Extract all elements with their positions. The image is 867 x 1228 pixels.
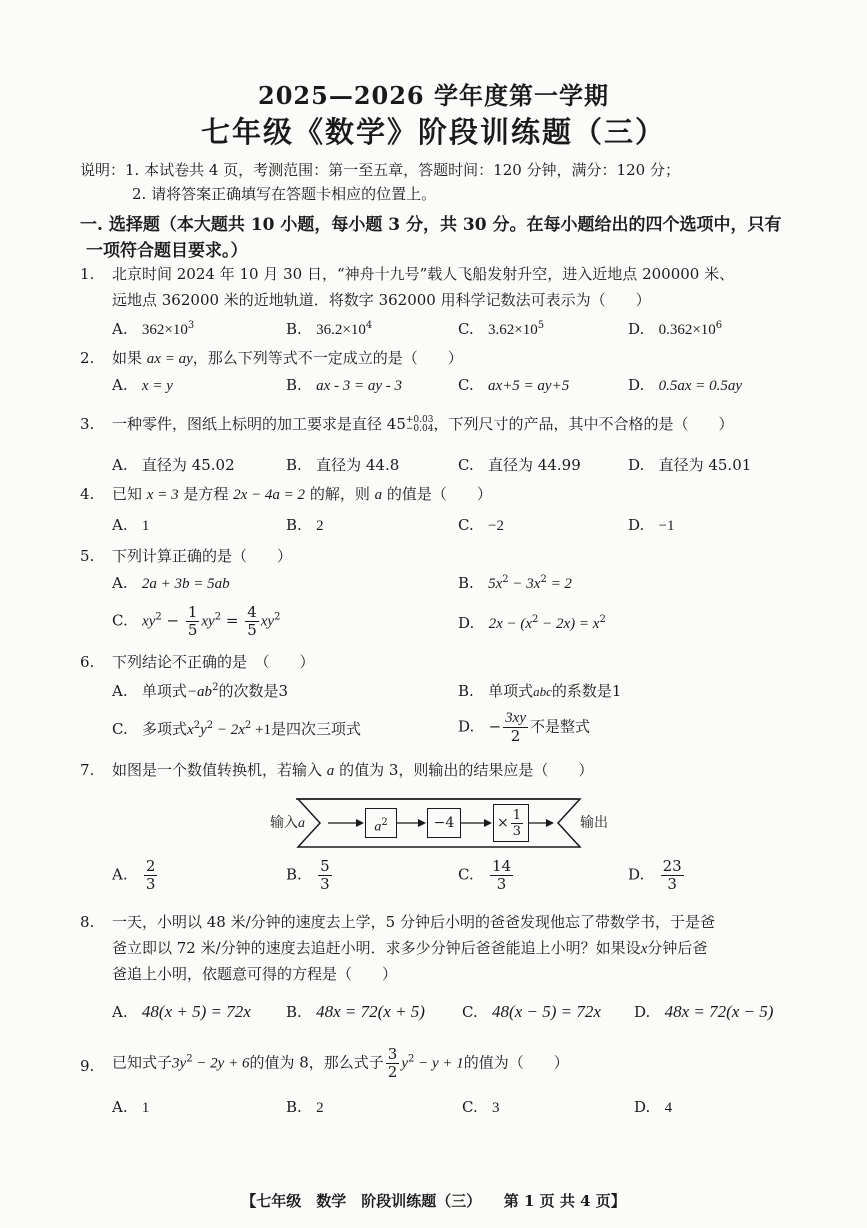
option-c[interactable]: C. $xy^2$ − $\frac{1}{5}$ $xy^2$ = $\frac{4}{5}$ $xy^2$ xyxy=(112,603,281,639)
question-stem: 如果 ax = ay，那么下列等式不一定成立的是（ ） xyxy=(112,349,463,367)
option-a[interactable]: A. 单项式$-ab^2$的次数是3 xyxy=(112,682,288,700)
option-a[interactable]: A. 48(x + 5) = 72x xyxy=(112,1002,251,1021)
question-stem: 已知 x = 3 是方程 2x − 4a = 2 的解，则 a 的值是（ ） xyxy=(112,485,492,503)
question-stem-line-2: 远地点 362000 米的近地轨道．将数字 362000 用科学记数法可表示为（ ） xyxy=(112,291,651,309)
option-d[interactable]: D. $2x - (x^2 - 2x) = x^2$ xyxy=(458,614,606,632)
option-c[interactable]: C. 48(x − 5) = 72x xyxy=(462,1002,601,1021)
machine-output-label: 输出 xyxy=(580,815,608,831)
section-heading-line-2: 一项符合题目要求。） xyxy=(86,241,248,261)
question-stem: 下列计算正确的是（ ） xyxy=(112,547,293,565)
option-a[interactable]: A. $\frac{2}{3}$ xyxy=(112,857,156,893)
option-d[interactable]: D. 48x = 72(x − 5) xyxy=(634,1002,774,1021)
option-b[interactable]: B. 2 xyxy=(286,1098,324,1116)
option-a[interactable]: A. 2a + 3b = 5ab xyxy=(112,574,230,592)
option-c[interactable]: C. $3.62\times 10^5$ xyxy=(458,320,545,338)
option-a[interactable]: A. $362\times 10^3$ xyxy=(112,320,195,338)
instructions-line-2: 2. 请将答案正确填写在答题卡相应的位置上。 xyxy=(132,185,437,203)
question-number: 9. xyxy=(80,1057,95,1075)
instructions-line-1: 说明：1. 本试卷共 4 页，考测范围：第一至五章，答题时间：120 分钟，满分：120 分； xyxy=(80,161,680,179)
page-footer: 【七年级 数学 阶段训练题（三） 第 1 页 共 4 页】 xyxy=(241,1192,626,1210)
question-number: 3. xyxy=(80,415,95,433)
question-number: 1. xyxy=(80,265,95,283)
exam-title: 七年级《数学》阶段训练题（三） xyxy=(200,115,666,149)
machine-multiply-box: × $\frac{1}{3}$ xyxy=(493,804,529,842)
question-number: 5. xyxy=(80,547,95,565)
option-c[interactable]: C. 3 xyxy=(462,1098,500,1116)
machine-square-box: $a^2$ xyxy=(365,808,397,838)
question-stem-line-1: 一天，小明以 48 米/分钟的速度去上学，5 分钟后小明的爸爸发现他忘了带数学书，于是爸 xyxy=(112,913,715,931)
option-b[interactable]: B. ax - 3 = ay - 3 xyxy=(286,376,403,394)
question-number: 2. xyxy=(80,349,95,367)
question-stem-line-3: 爸追上小明，依题意可得的方程是（ ） xyxy=(112,965,398,983)
question-stem: 已知式子$3y^2 - 2y + 6$的值为 8，那么式子 $\frac{3}{2}$ $y^2 - y + 1$的值为（ ） xyxy=(112,1045,569,1081)
option-c[interactable]: C. ax+5 = ay+5 xyxy=(458,376,570,394)
option-d[interactable]: D. −1 xyxy=(628,516,675,534)
option-d[interactable]: D. 0.5ax = 0.5ay xyxy=(628,376,743,394)
exam-year-title: 2025—2026 学年度第一学期 xyxy=(258,81,609,110)
machine-minus-box: −4 xyxy=(427,808,461,838)
option-b[interactable]: B. 单项式abc的系数是1 xyxy=(458,682,622,700)
option-b[interactable]: B. 48x = 72(x + 5) xyxy=(286,1002,425,1021)
option-a[interactable]: A. 1 xyxy=(112,1098,150,1116)
question-number: 4. xyxy=(80,485,95,503)
option-d[interactable]: D. $\frac{23}{3}$ xyxy=(628,857,682,893)
option-c[interactable]: C. 多项式$x^2y^2 - 2x^2 +1$是四次三项式 xyxy=(112,720,362,738)
option-b[interactable]: B. 直径为 44.8 xyxy=(286,456,400,474)
option-d[interactable]: D. 直径为 45.01 xyxy=(628,456,752,474)
question-stem: 一种零件，图纸上标明的加工要求是直径 45+0.03 −0.04，下列尺寸的产品，其中不合格的是（ ） xyxy=(112,415,734,434)
option-c[interactable]: C. −2 xyxy=(458,516,504,534)
option-c[interactable]: C. 直径为 44.99 xyxy=(458,456,581,474)
question-stem: 如图是一个数值转换机，若输入 a 的值为 3，则输出的结果应是（ ） xyxy=(112,761,594,779)
question-stem: 下列结论不正确的是 （ ） xyxy=(112,653,315,671)
option-d[interactable]: D. $0.362\times 10^6$ xyxy=(628,320,723,338)
option-a[interactable]: A. x = y xyxy=(112,376,173,394)
machine-input-label: 输入a xyxy=(270,815,305,831)
option-b[interactable]: B. $36.2\times 10^4$ xyxy=(286,320,373,338)
option-d[interactable]: D. 4 xyxy=(634,1098,673,1116)
question-number: 8. xyxy=(80,913,95,931)
section-heading-line-1: 一. 选择题（本大题共 10 小题，每小题 3 分，共 30 分。在每小题给出的四个选项中，只有 xyxy=(80,215,782,235)
question-stem-line-2: 爸立即以 72 米/分钟的速度去追赶小明．求多少分钟后爸爸能追上小明？如果设x分钟后爸 xyxy=(112,939,708,957)
option-c[interactable]: C. $\frac{14}{3}$ xyxy=(458,857,512,893)
option-b[interactable]: B. $5x^2 - 3x^2 = 2$ xyxy=(458,574,572,592)
option-b[interactable]: B. $\frac{5}{3}$ xyxy=(286,857,330,893)
question-number: 7. xyxy=(80,761,95,779)
option-d[interactable]: D. − $\frac{3xy}{2}$ 不是整式 xyxy=(458,710,590,745)
option-b[interactable]: B. 2 xyxy=(286,516,324,534)
question-stem-line-1: 北京时间 2024 年 10 月 30 日，“神舟十九号”载人飞船发射升空，进入近地点 200000 米、 xyxy=(112,265,735,283)
option-a[interactable]: A. 1 xyxy=(112,516,150,534)
question-number: 6. xyxy=(80,653,95,671)
option-a[interactable]: A. 直径为 45.02 xyxy=(112,456,235,474)
